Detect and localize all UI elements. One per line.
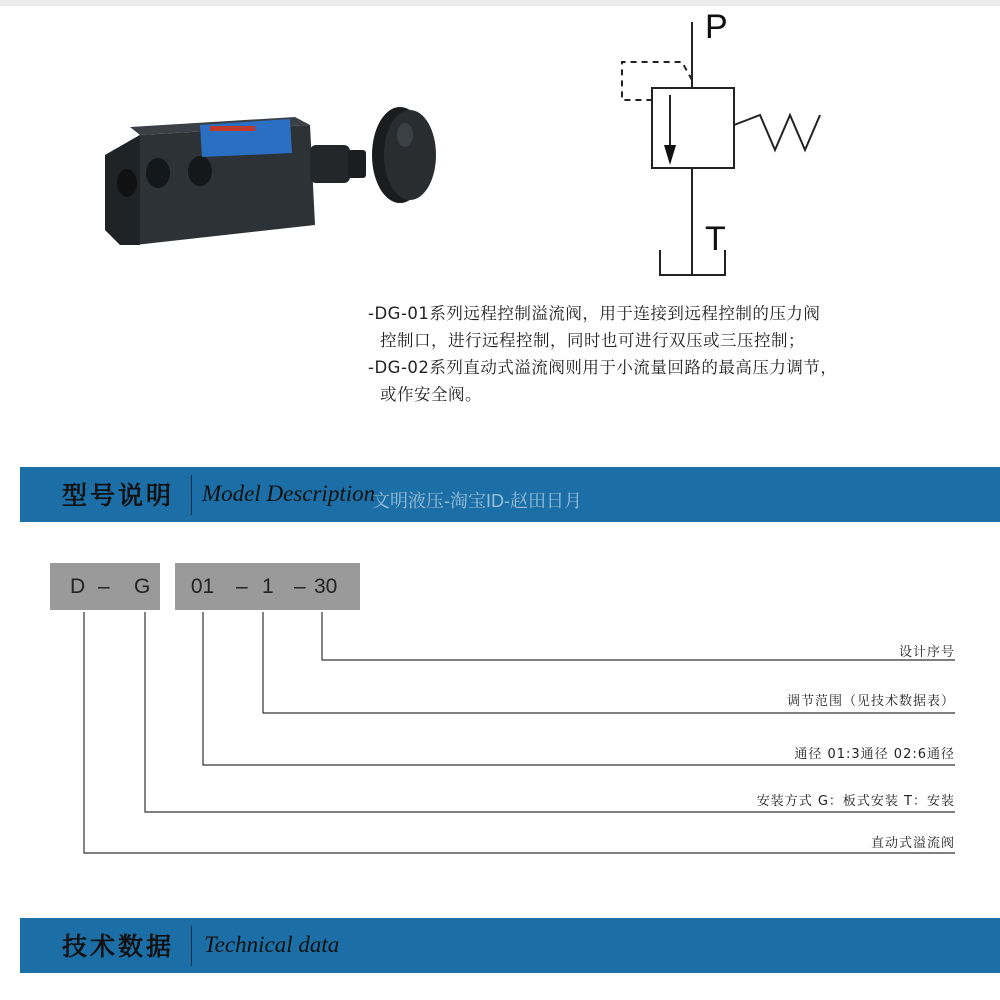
code-segment-design: 30	[314, 574, 338, 598]
tech-title-en: Technical data	[204, 932, 340, 957]
port-t-label: T	[705, 220, 726, 258]
model-title-en: Model Description	[202, 481, 376, 506]
code-box-range: – 1	[230, 563, 300, 610]
code-segment-range: 1	[262, 574, 274, 598]
description-line: -DG-02系列直动式溢流阀则用于小流量回路的最高压力调节，	[368, 358, 838, 377]
meaning-mounting: 安装方式 G：板式安装 T：安装	[756, 794, 955, 809]
top-strip	[0, 0, 1000, 6]
port-p-label: P	[705, 8, 728, 46]
product-description	[368, 300, 968, 408]
code-segment-size: 01	[190, 574, 215, 598]
description-line: 控制口，进行远程控制，同时也可进行双压或三压控制；	[380, 331, 805, 350]
description-line: -DG-01系列远程控制溢流阀，用于连接到远程控制的压力阀	[368, 304, 821, 323]
banner-divider	[191, 926, 192, 966]
model-description-banner	[20, 467, 1000, 522]
code-box-size	[175, 563, 230, 610]
code-box-design: – 30	[298, 563, 360, 610]
meaning-size: 通径 01:3通径 02:6通径	[794, 747, 955, 762]
banner-divider	[191, 475, 192, 515]
meaning-valve-type: 直动式溢流阀	[870, 836, 955, 851]
valve-product-image	[100, 95, 460, 265]
code-box-series: D – G	[50, 563, 160, 610]
description-line: 或作安全阀。	[380, 385, 482, 404]
technical-data-banner	[20, 918, 1000, 973]
model-title-zh: 型号说明	[62, 481, 175, 510]
code-segment-g: G	[134, 574, 151, 598]
tech-title-zh: 技术数据	[62, 932, 175, 961]
meaning-adjust-range: 调节范围（见技术数据表）	[786, 694, 955, 709]
code-segment-d: D	[70, 574, 86, 598]
meaning-design-number: 设计序号	[898, 645, 955, 660]
watermark: 文明液压-淘宝ID-赵田日月	[372, 491, 582, 511]
